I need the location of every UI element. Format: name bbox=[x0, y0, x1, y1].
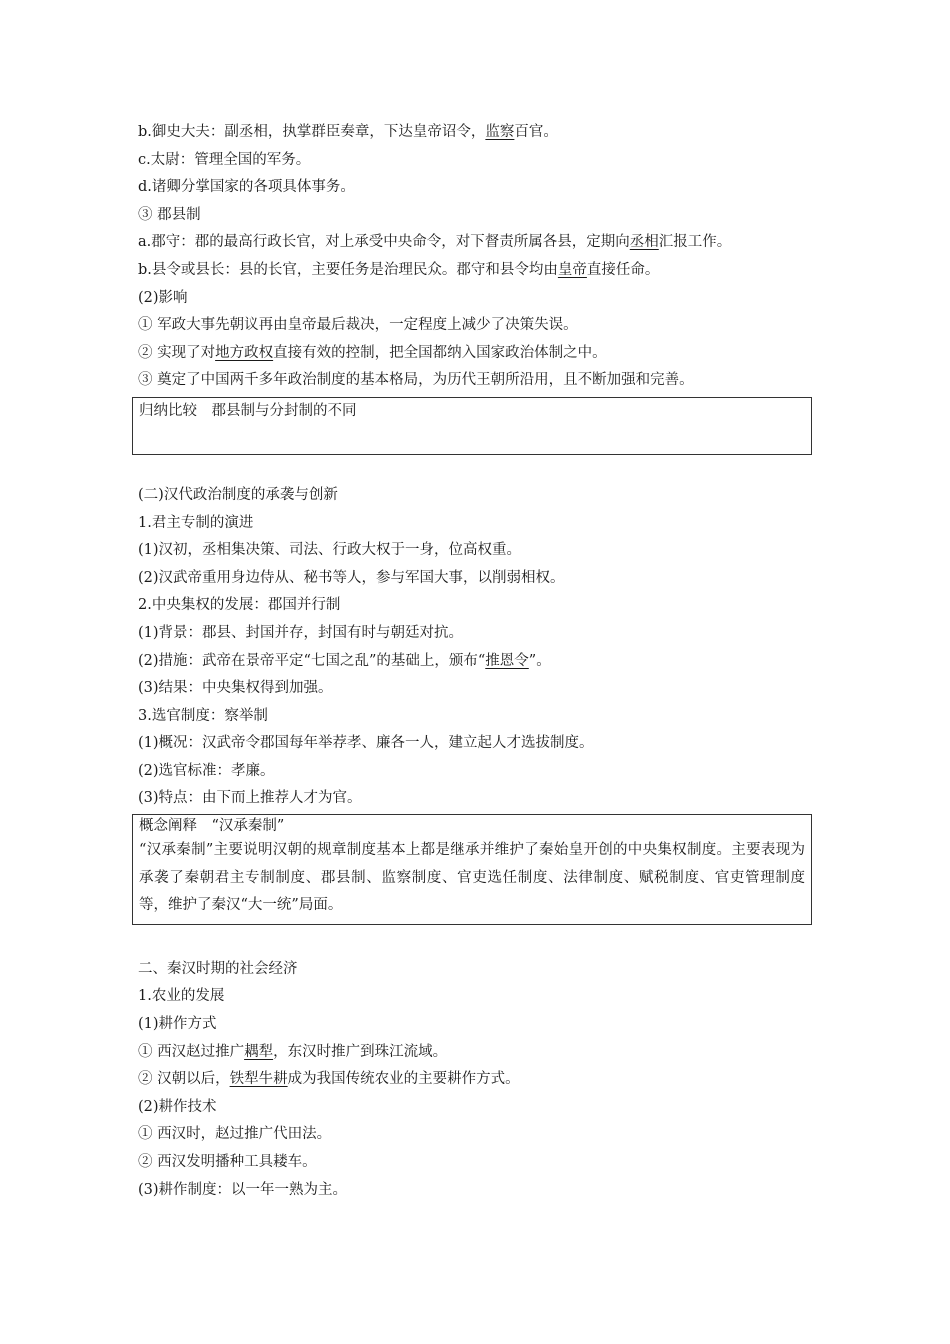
subheading: 1.农业的发展 bbox=[138, 988, 225, 1005]
text-span: ，东汉时推广到珠江流域。 bbox=[273, 1043, 448, 1060]
text-span: a.郡守：郡的最高行政长官，对上承受中央命令，对下督责所属各县，定期向 bbox=[138, 234, 630, 251]
text-line bbox=[138, 257, 818, 285]
underlined-term: 地方政权 bbox=[215, 344, 274, 361]
text-span: 成为我国传统农业的主要耕作方式。 bbox=[287, 1071, 520, 1088]
underlined-term: 铁犁牛耕 bbox=[229, 1071, 288, 1088]
text-line: d.诸卿分掌国家的各项具体事务。 bbox=[138, 179, 355, 196]
text-span: b.县令或县长：县的长官，主要任务是治理民众。郡守和县令均由 bbox=[138, 261, 558, 278]
text-line bbox=[138, 648, 818, 676]
subheading: (2)影响 bbox=[138, 289, 188, 306]
text-span: 直接有效的控制，把全国都纳入国家政治体制之中。 bbox=[273, 344, 607, 361]
text-line: ② 西汉发明播种工具耧车。 bbox=[138, 1154, 317, 1170]
underlined-term: 丞相 bbox=[629, 234, 659, 251]
section-heading: 二、秦汉时期的社会经济 bbox=[138, 960, 298, 977]
text-span: 百官。 bbox=[514, 124, 558, 140]
text-line bbox=[138, 1039, 818, 1067]
underlined-term: 耦犁 bbox=[244, 1043, 274, 1060]
subheading: 3.选官制度：察举制 bbox=[138, 707, 268, 724]
underlined-term: 推恩令 bbox=[485, 652, 529, 669]
text-line: (3)结果：中央集权得到加强。 bbox=[138, 680, 333, 697]
box-title: 归纳比较 郡县制与分封制的不同 bbox=[139, 402, 357, 419]
text-line: (2)汉武帝重用身边侍从、秘书等人，参与军国大事，以削弱相权。 bbox=[138, 569, 565, 586]
text-line bbox=[138, 229, 818, 257]
subheading: (1)耕作方式 bbox=[138, 1016, 217, 1033]
text-span: 汇报工作。 bbox=[658, 234, 732, 251]
box-body: “汉承秦制”主要说明汉朝的规章制度基本上都是继承并维护了秦始皇开创的中央集权制度。主要表现为承袭了秦朝君主专制制度、郡县制、监察制度、官吏选任制度、法律制度、赋税制度、官吏管理制度等，维护了秦汉“大一统”局面。 bbox=[139, 842, 805, 914]
text-line: ① 西汉时，赵过推广代田法。 bbox=[138, 1126, 332, 1143]
subheading: 2.中央集权的发展：郡国并行制 bbox=[138, 597, 341, 614]
text-span: ② 实现了对 bbox=[138, 344, 216, 361]
text-span: ① 西汉赵过推广 bbox=[138, 1043, 245, 1060]
text-line: (1)汉初，丞相集决策、司法、行政大权于一身，位高权重。 bbox=[138, 542, 522, 559]
comparison-box bbox=[132, 397, 812, 455]
underlined-term: 监察 bbox=[485, 124, 515, 140]
spacer bbox=[138, 925, 818, 956]
subheading: (2)耕作技术 bbox=[138, 1098, 217, 1115]
text-line: ③ 奠定了中国两千多年政治制度的基本格局，为历代王朝所沿用，且不断加强和完善。 bbox=[138, 372, 694, 389]
text-span: ”。 bbox=[528, 652, 551, 669]
spacer bbox=[138, 455, 818, 482]
text-line: c.太尉：管理全国的军务。 bbox=[138, 151, 311, 168]
subheading: ③ 郡县制 bbox=[138, 206, 201, 223]
underlined-term: 皇帝 bbox=[557, 261, 587, 278]
concept-box bbox=[132, 814, 812, 925]
text-span: ② 汉朝以后， bbox=[138, 1071, 230, 1088]
subheading: 1.君主专制的演进 bbox=[138, 514, 254, 531]
text-span: 直接任命。 bbox=[586, 261, 660, 278]
text-span: (2)措施：武帝在景帝平定“七国之乱”的基础上，颁布“ bbox=[138, 652, 486, 669]
text-span: b.御史大夫：副丞相，执掌群臣奏章，下达皇帝诏令， bbox=[138, 124, 486, 140]
text-line: (3)耕作制度：以一年一熟为主。 bbox=[138, 1181, 348, 1198]
text-line: (2)选官标准：孝廉。 bbox=[138, 762, 275, 779]
box-title: 概念阐释 “汉承秦制” bbox=[139, 818, 285, 835]
text-line: (1)背景：郡县、封国并存，封国有时与朝廷对抗。 bbox=[138, 624, 464, 641]
text-line bbox=[138, 1066, 818, 1094]
document-page bbox=[138, 119, 818, 1204]
section-heading: (二)汉代政治制度的承袭与创新 bbox=[138, 486, 338, 503]
text-line: ① 军政大事先朝议再由皇帝最后裁决，一定程度上减少了决策失误。 bbox=[138, 317, 578, 334]
text-line: (3)特点：由下而上推荐人才为官。 bbox=[138, 790, 362, 807]
text-line bbox=[138, 119, 818, 147]
text-line bbox=[138, 340, 818, 368]
text-line: (1)概况：汉武帝令郡国每年举荐孝、廉各一人，建立起人才选拔制度。 bbox=[138, 735, 594, 752]
